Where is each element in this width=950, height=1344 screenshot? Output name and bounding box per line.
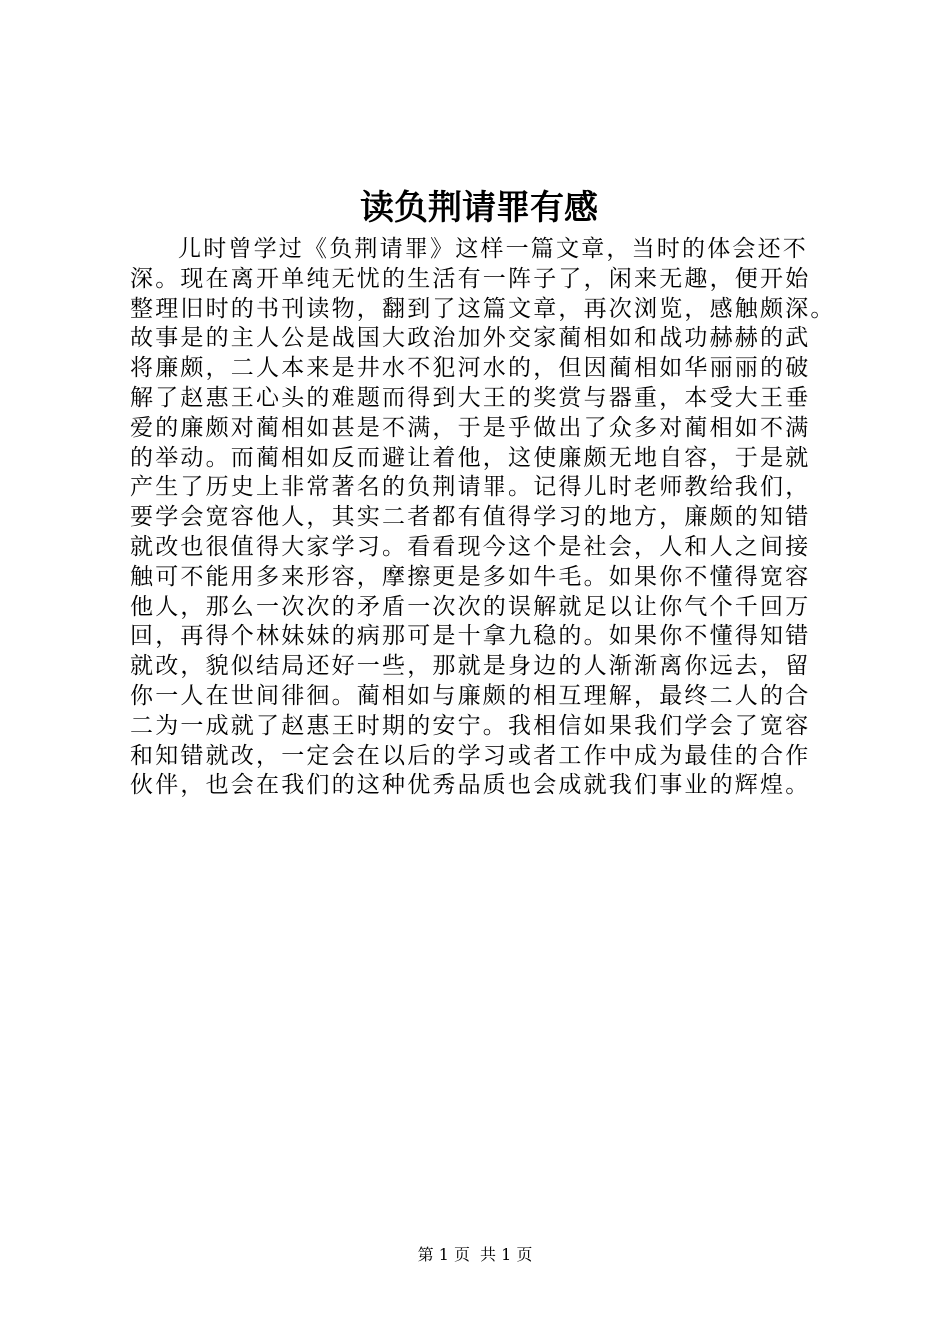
body-line: 解了赵惠王心头的难题而得到大王的奖赏与器重，本受大王垂 — [130, 384, 811, 411]
body-line: 故事是的主人公是战国大政治加外交家蔺相如和战功赫赫的武 — [130, 325, 811, 352]
body-line: 回，再得个林妹妹的病那可是十拿九稳的。如果你不懂得知错 — [130, 623, 811, 650]
body-line: 的举动。而蔺相如反而避让着他，这使廉颇无地自容，于是就 — [130, 444, 811, 471]
body-line: 他人，那么一次次的矛盾一次次的误解就足以让你气个千回万 — [130, 593, 811, 620]
body-line: 要学会宽容他人，其实二者都有值得学习的地方，廉颇的知错 — [130, 504, 811, 531]
body-line: 将廉颇，二人本来是井水不犯河水的，但因蔺相如华丽丽的破 — [130, 355, 811, 382]
body-line: 就改，貌似结局还好一些，那就是身边的人渐渐离你远去，留 — [130, 653, 811, 680]
body-line: 触可不能用多来形容，摩擦更是多如牛毛。如果你不懂得宽容 — [130, 563, 811, 590]
body-line: 儿时曾学过《负荆请罪》这样一篇文章，当时的体会还不 — [178, 236, 808, 262]
page-footer — [0, 1244, 950, 1266]
body-line: 伙伴，也会在我们的这种优秀品质也会成就我们事业的辉煌。 — [130, 772, 811, 799]
body-line: 爱的廉颇对蔺相如甚是不满，于是乎做出了众多对蔺相如不满 — [130, 414, 811, 441]
body-line: 就改也很值得大家学习。看看现今这个是社会，人和人之间接 — [130, 533, 811, 560]
body-line: 整理旧时的书刊读物，翻到了这篇文章，再次浏览，感触颇深。 — [130, 295, 836, 322]
page-total: 共 1 页 — [480, 1245, 533, 1264]
body-line: 和知错就改，一定会在以后的学习或者工作中成为最佳的合作 — [130, 742, 811, 769]
body-line: 深。现在离开单纯无忧的生活有一阵子了，闲来无趣，便开始 — [130, 265, 811, 292]
body-line: 你一人在世间徘徊。蔺相如与廉颇的相互理解，最终二人的合 — [130, 682, 811, 709]
document-title: 读负荆请罪有感 — [360, 188, 598, 228]
body-line: 产生了历史上非常著名的负荆请罪。记得儿时老师教给我们， — [130, 474, 811, 501]
page-number: 第 1 页 — [417, 1245, 470, 1264]
body-line: 二为一成就了赵惠王时期的安宁。我相信如果我们学会了宽容 — [130, 712, 811, 739]
document-body — [130, 235, 850, 801]
